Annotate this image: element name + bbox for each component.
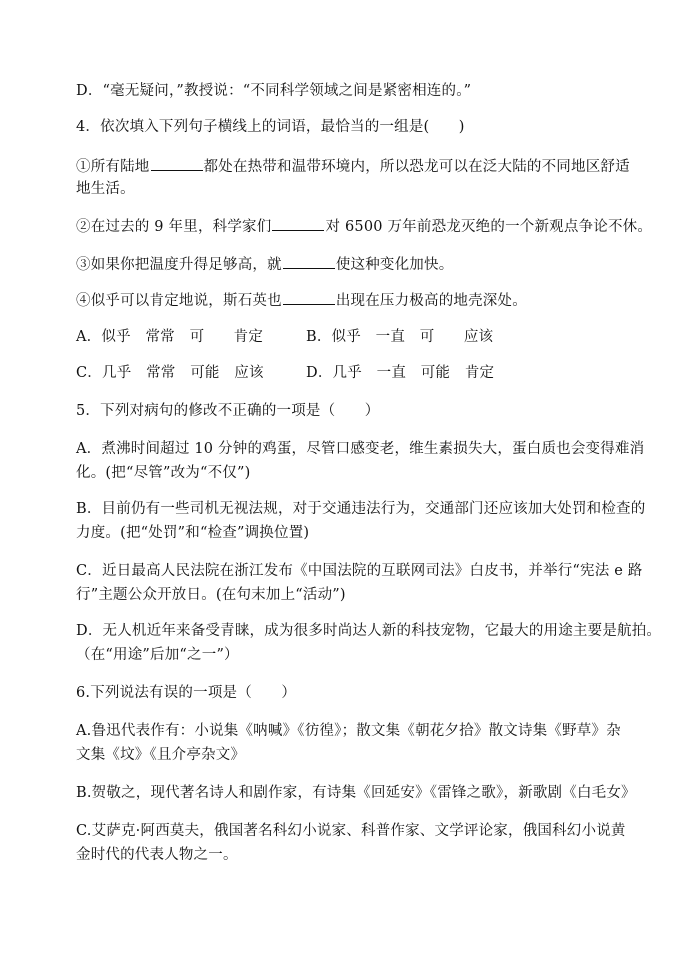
fill-blank-2: [272, 216, 324, 231]
option-c-q5-line1: C．近日最高人民法院在浙江发布《中国法院的互联网司法》白皮书，并举行“宪法 e 路: [76, 563, 643, 579]
option-c-q6-line1: C.艾萨克·阿西莫夫，俄国著名科幻小说家、科普作家、文学评论家，俄国科幻小说黄: [76, 823, 626, 839]
sentence-2-after: 对 6500 万年前恐龙灭绝的一个新观点争论不休。: [325, 219, 653, 235]
sentence-4-before: ④似乎可以肯定地说，斯石英也: [76, 293, 282, 309]
option-b-q6: B.贺敬之，现代著名诗人和剧作家，有诗集《回延安》《雷锋之歌》，新歌剧《白毛女》: [76, 785, 636, 801]
sentence-1: [76, 156, 636, 176]
sentence-3: [76, 254, 636, 274]
option-a-q6-line2: 文集《坟》《且介亭杂文》: [76, 747, 246, 763]
question-4-stem: 4．依次填入下列句子横线上的词语，最恰当的一组是( ): [76, 119, 465, 135]
fill-blank-1: [151, 156, 203, 171]
sentence-3-before: ③如果你把温度升得足够高，就: [76, 257, 282, 273]
option-a-q6-line1: A.鲁迅代表作有：小说集《呐喊》《彷徨》；散文集《朝花夕拾》散文诗集《野草》杂: [76, 723, 621, 739]
question-6-stem: 6.下列说法有误的一项是（ ）: [76, 685, 297, 701]
sentence-1-cont: 地生活。: [76, 181, 135, 197]
option-d-q4: D．几乎 一直 可能 肯定: [306, 365, 495, 381]
sentence-4: [76, 290, 636, 310]
fill-blank-3: [283, 254, 335, 269]
sentence-4-after: 出现在压力极高的地壳深处。: [335, 293, 527, 309]
sentence-3-after: 使这种变化加快。: [335, 257, 454, 273]
option-b-q5-line1: B．目前仍有一些司机无视法规，对于交通违法行为，交通部门还应该加大处罚和检查的: [76, 501, 646, 517]
option-a-q5-line1: A．煮沸时间超过 10 分钟的鸡蛋，尽管口感变老，维生素损失大，蛋白质也会变得难消: [76, 441, 645, 457]
option-b-q5-line2: 力度。(把“处罚”和“检查”调换位置): [76, 525, 310, 541]
option-d-q5-line1: D．无人机近年来备受青睐，成为很多时尚达人新的科技宠物，它最大的用途主要是航拍。: [76, 623, 662, 639]
sentence-2: [76, 216, 653, 236]
option-b-q4: B．似乎 一直 可 应该: [306, 329, 494, 345]
option-c-q6-line2: 金时代的代表人物之一。: [76, 847, 238, 863]
question-5-stem: 5．下列对病句的修改不正确的一项是（ ）: [76, 403, 380, 419]
option-d-q3: D．“毫无疑问，”教授说：“不同科学领域之间是紧密相连的。”: [76, 83, 472, 99]
option-c-q4: C．几乎 常常 可能 应该: [76, 365, 264, 381]
fill-blank-4: [283, 290, 335, 305]
option-a-q5-line2: 化。(把“尽管”改为“不仅”): [76, 465, 251, 481]
option-a-q4: A．似乎 常常 可 肯定: [76, 329, 264, 345]
option-d-q5-line2: （在“用途”后加“之一”）: [76, 647, 239, 663]
sentence-1-after: 都处在热带和温带环境内，所以恐龙可以在泛大陆的不同地区舒适: [203, 159, 630, 175]
option-c-q5-line2: 行”主题公众开放日。(在句末加上“活动”): [76, 587, 346, 603]
sentence-1-before: ①所有陆地: [76, 159, 150, 175]
sentence-2-before: ②在过去的 9 年里，科学家们: [76, 219, 272, 235]
